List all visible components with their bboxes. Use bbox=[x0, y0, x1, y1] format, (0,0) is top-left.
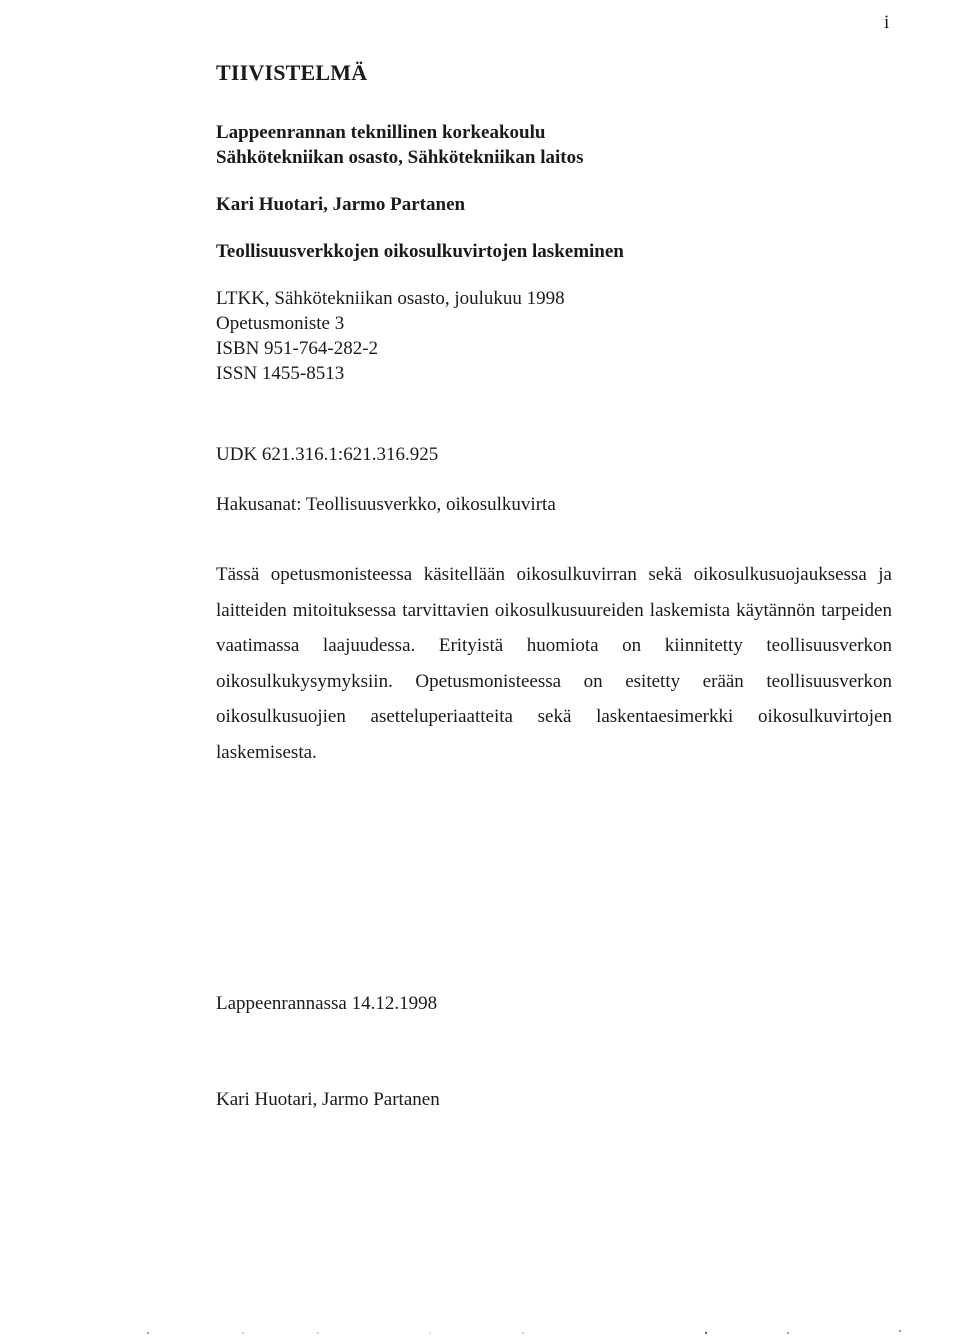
abstract-content bbox=[216, 60, 892, 789]
isbn: ISBN 951-764-282-2 bbox=[216, 338, 379, 359]
abstract-text: Tässä opetusmonisteessa käsitellään oikosulkuvirran sekä oikosulkusuojauksessa ja laitteiden mitoituksessa tarvittavien oikosulkusuureiden laskemista käytännön tarpeiden vaatimassa laajuudessa. Erityistä huomiota on kiinnitetty teollisuusverkon oikosulkukysymyksiin. Opetusmonisteessa on esitetty erään teollisuusverkon oikosulkusuojien asetteluperiaatteita sekä laskentaesimerkki oikosulkuvirtojen laskemisesta. bbox=[216, 564, 892, 763]
department-name: Sähkötekniikan osasto, Sähkötekniikan laitos bbox=[216, 147, 584, 168]
place-date: Lappeenrannassa 14.12.1998 bbox=[216, 993, 438, 1014]
page-number: i bbox=[884, 12, 890, 33]
title-block bbox=[216, 239, 892, 264]
publication-info bbox=[216, 286, 892, 386]
institution-block bbox=[216, 120, 892, 170]
udk-code: UDK 621.316.1:621.316.925 bbox=[216, 444, 439, 465]
issn: ISSN 1455-8513 bbox=[216, 363, 345, 384]
keywords: Hakusanat: Teollisuusverkko, oikosulkuvirta bbox=[216, 494, 556, 515]
series-line: Opetusmoniste 3 bbox=[216, 313, 345, 334]
document-title: Teollisuusverkkojen oikosulkuvirtojen laskeminen bbox=[216, 241, 624, 262]
authors-block bbox=[216, 192, 892, 217]
scan-noise-dots bbox=[0, 1325, 960, 1335]
authors: Kari Huotari, Jarmo Partanen bbox=[216, 194, 466, 215]
page-heading: TIIVISTELMÄ bbox=[216, 60, 368, 85]
publication-line: LTKK, Sähkötekniikan osasto, joulukuu 1998 bbox=[216, 288, 565, 309]
signatures: Kari Huotari, Jarmo Partanen bbox=[216, 1089, 440, 1110]
university-name: Lappeenrannan teknillinen korkeakoulu bbox=[216, 122, 546, 143]
